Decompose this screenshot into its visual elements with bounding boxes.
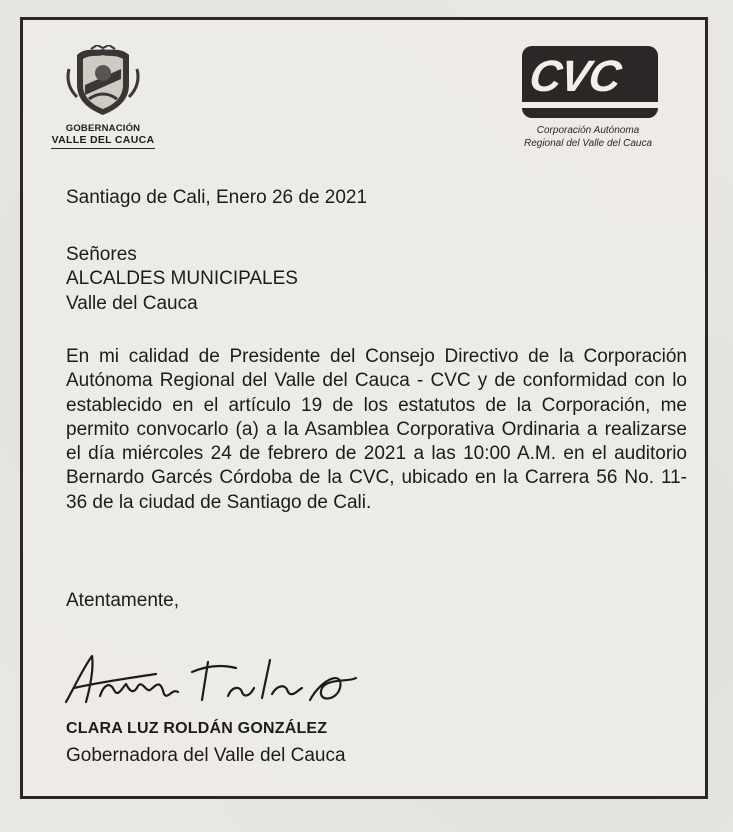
addressee-recipients: ALCALDES MUNICIPALES bbox=[66, 268, 298, 290]
cvc-subtitle-line1: Corporación Autónoma bbox=[536, 125, 640, 136]
letter-body: En mi calidad de Presidente del Consejo Directivo de la Corporación Autónoma Regional del Valle del Cauca - CVC y de conformidad con lo establecido en el artículo 19 de los estatutos de la Corporación, me permito convocarlo (a) a la Asamblea Corporativa Ordinaria a realizarse el día miércoles 24 de febrero de 2021 a las 10:00 A.M. en el auditorio Bernardo Garcés Córdoba de la CVC, ubicado en la Carrera 56 No. 11-36 de la ciudad de Santiago de Cali. bbox=[66, 346, 687, 513]
cvc-stripe bbox=[522, 102, 658, 108]
valle-del-cauca-label: VALLE DEL CAUCA bbox=[51, 134, 155, 146]
gobernacion-label: GOBERNACIÓN bbox=[65, 123, 141, 134]
addressee-region: Valle del Cauca bbox=[66, 292, 198, 314]
signer-title: Gobernadora del Valle del Cauca bbox=[66, 745, 346, 766]
handwritten-signature bbox=[60, 648, 360, 714]
cvc-logo-icon bbox=[522, 46, 658, 118]
letter-date: Santiago de Cali, Enero 26 de 2021 bbox=[66, 187, 368, 208]
letter-addressee bbox=[66, 243, 686, 316]
cvc-logo bbox=[508, 46, 668, 150]
gobernacion-logo bbox=[44, 45, 162, 149]
cvc-subtitle-line2: Regional del Valle del Cauca bbox=[523, 138, 653, 149]
cvc-wordmark: CVC bbox=[526, 52, 624, 101]
addressee-salutation: Señores bbox=[66, 244, 137, 265]
coat-of-arms-icon bbox=[63, 45, 143, 117]
logo-underline bbox=[51, 148, 155, 149]
letter-closing: Atentamente, bbox=[66, 590, 180, 611]
signer-name: CLARA LUZ ROLDÁN GONZÁLEZ bbox=[66, 720, 328, 737]
